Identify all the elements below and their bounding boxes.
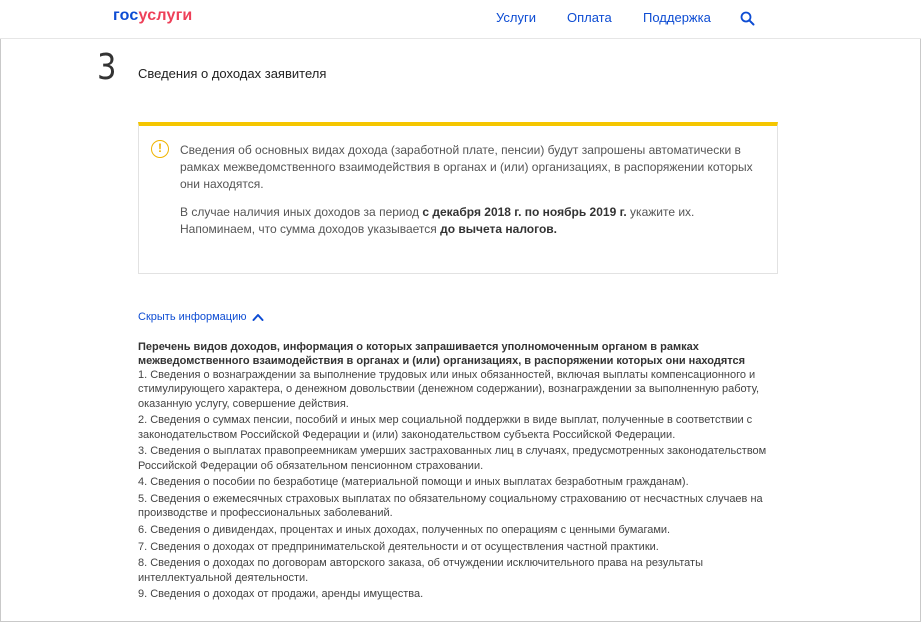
income-types-heading: Перечень видов доходов, информация о которых запрашивается уполномоченным органом в рамках межведомственного взаимодействия в органах и (или) организациях, в распоряжении которых они находятся [138, 341, 746, 367]
info-paragraph-auto-request: Сведения об основных видах дохода (заработной плате, пенсии) будут запрошены автоматически в рамках межведомственного взаимодействия в органах и (или) организациях, в распоряжении которых они находятся. [180, 143, 753, 191]
list-item: 5. Сведения о ежемесячных страховых выплатах по обязательному социальному страхованию от несчастных случаев на производстве и профессиональных заболеваний. [138, 492, 763, 520]
logo-part-gos: гос [113, 7, 139, 24]
info-before-tax: до вычета налогов. [440, 222, 557, 236]
nav-support-link[interactable]: Поддержка [643, 10, 711, 25]
list-item: 2. Сведения о суммах пенсии, пособий и иных мер социальной поддержки в виде выплат, полученные в соответствии с законодательством Российской Федерации и (или) законодательством субъекта Российской Федерации. [138, 414, 753, 441]
info-paragraph-other-income [180, 204, 770, 238]
step-number: 3 [97, 47, 116, 88]
info-text-specify: укажите их. [626, 205, 695, 219]
logo-part-uslugi: услуги [138, 7, 193, 24]
gosuslugi-logo[interactable] [113, 7, 192, 25]
list-item: 6. Сведения о дивидендах, процентах и иных доходах, полученных по операциям с ценными бумагами. [138, 523, 671, 536]
info-text-period-intro: В случае наличия иных доходов за период [180, 205, 423, 219]
hide-info-link[interactable]: Скрыть информацию [138, 311, 247, 323]
list-item: 1. Сведения о вознаграждении за выполнение трудовых или иных обязанностей, включая выплаты компенсационного и стимулирующего характера, о денежном довольствии (денежном содержании), вознаграждении за выполненную работу, оказанную услугу, совершение действия. [138, 369, 760, 410]
warning-icon: ! [151, 140, 169, 158]
list-item: 3. Сведения о выплатах правопреемникам умерших застрахованных лиц в случаях, предусмотренных законодательством Российской Федерации об обязательном пенсионном страховании. [138, 445, 767, 472]
info-text-reminder: Напоминаем, что сумма доходов указывается [180, 222, 441, 236]
list-item: 8. Сведения о доходах по договорам авторского заказа, об отчуждении исключительного права на результаты интеллектуальной деятельности. [138, 557, 703, 584]
income-types-list [138, 368, 778, 604]
chevron-up-icon[interactable] [252, 312, 264, 322]
info-notice-box [138, 122, 778, 274]
list-item: 7. Сведения о доходах от предпринимательской деятельности и от осуществления частной практики. [138, 540, 659, 553]
search-icon[interactable] [740, 11, 755, 26]
top-header [0, 0, 921, 39]
nav-payment-link[interactable]: Оплата [567, 10, 612, 25]
list-item: 9. Сведения о доходах от продажи, аренды имущества. [138, 588, 424, 601]
list-item: 4. Сведения о пособии по безработице (материальной помощи и иных выплатах безработным гражданам). [138, 476, 689, 489]
step-title: Сведения о доходах заявителя [138, 66, 327, 81]
nav-services-link[interactable]: Услуги [496, 10, 536, 25]
info-period-range: с декабря 2018 г. по ноябрь 2019 г. [422, 205, 627, 219]
